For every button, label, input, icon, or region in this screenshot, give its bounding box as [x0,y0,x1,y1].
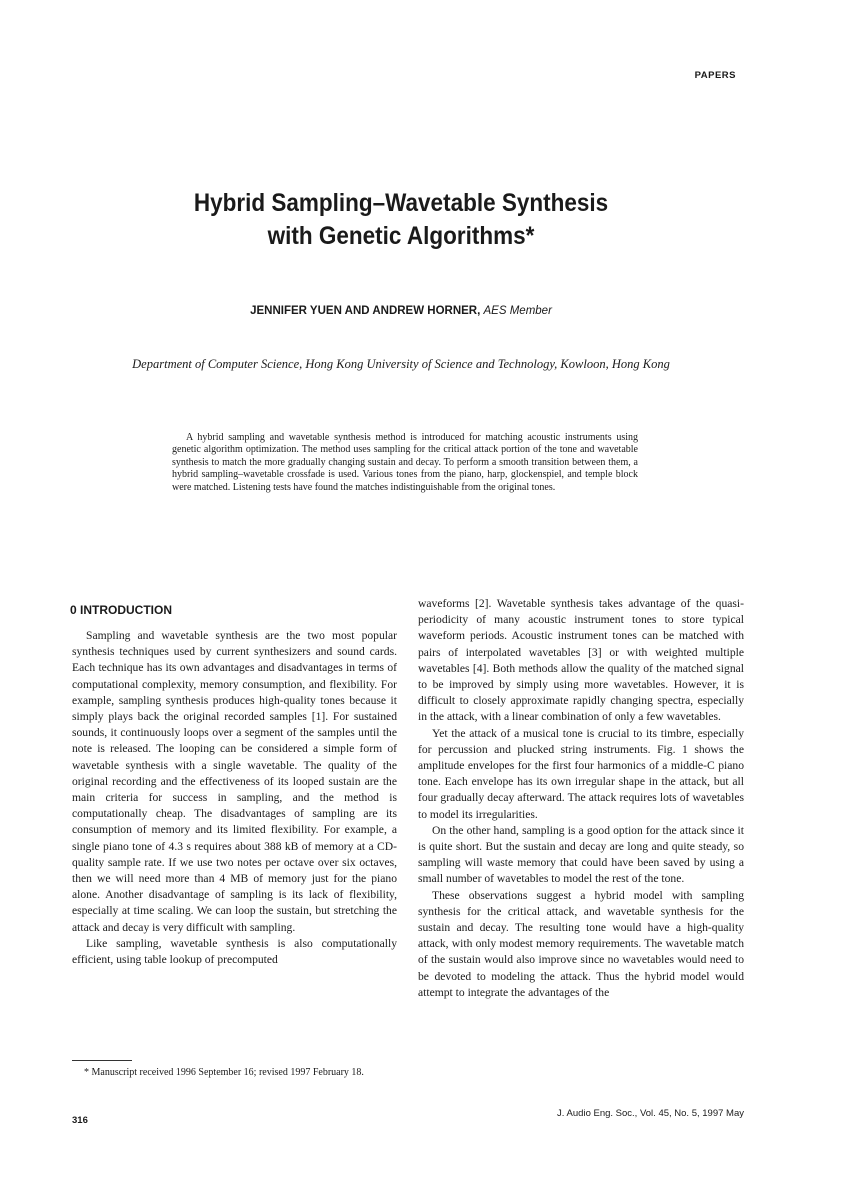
author-names: JENNIFER YUEN AND ANDREW HORNER, [250,305,481,317]
paragraph: Like sampling, wavetable synthesis is also computationally efficient, using table lookup of precomputed [72,936,397,967]
title-line-1: Hybrid Sampling–Wavetable Synthesis [193,189,609,217]
paragraph: Sampling and wavetable synthesis are the two most popular synthesis techniques used by current synthesizers and sound cards. Each technique has its own advantages and disadvantages in terms of computational complexity, memory consumption, and flexibility. For example, sampling synthesis produces high-quality tones because it simply plays back the original recorded samples [1]. For sustained sounds, it continuously loops over a segment of the samples until the note is released. The looping can be considered a simple form of wavetable synthesis with a single wavetable. The quality of the original recording and the effectiveness of its looped sustain are the main criteria for success in sampling, and the method is computationally cheap. The disadvantages of sampling are its consumption of memory and its limited flexibility. For example, a single piano tone of 4.3 s requires about 388 kB of memory at a CD-quality sample rate. If we use two notes per octave over six octaves, then we will need more than 4 MB of memory just for the piano alone. Another disadvantage of sampling is its lack of flexibility, especially at time scaling. We can loop the sustain, but stretching the attack and decay is very difficult with sampling. [72,629,397,934]
left-column [72,628,397,968]
title-line-2: with Genetic Algorithms* [267,222,535,250]
page-number: 316 [72,1115,88,1126]
paragraph: These observations suggest a hybrid model with sampling synthesis for the critical attack, and wavetable synthesis for the sustain and decay. The resulting tone would have a high-quality attack, with only modest memory requirements. The wavetable match of the sustain would also improve since no wavetables would need to be devoted to modeling the attack. Thus the hybrid model would attempt to integrate the advantages of the [418,888,744,999]
journal-reference: J. Audio Eng. Soc., Vol. 45, No. 5, 1997 May [557,1108,744,1119]
footnote: * Manuscript received 1996 September 16; revised 1997 February 18. [84,1067,364,1078]
paragraph: On the other hand, sampling is a good option for the attack since it is quite short. But the sustain and decay are long and quite steady, so sampling will waste memory that could have been saved by using a small number of wavetables to model the rest of the tone. [418,823,744,886]
paragraph: Yet the attack of a musical tone is crucial to its timbre, especially for percussion and plucked string instruments. Fig. 1 shows the amplitude envelopes for the first four harmonics of a middle-C piano tone. Each envelope has its own irregular shape in the attack, but all four gradually decay afterward. The attack requires lots of wavetables to model its irregularities. [418,726,744,821]
section-heading: 0 INTRODUCTION [70,603,172,617]
right-column [418,596,744,1001]
paragraph: waveforms [2]. Wavetable synthesis takes advantage of the quasi-periodicity of many acoustic instrument tones to store typical waveform periods. Acoustic instrument tones can be matched with pairs of interpolated wavetables [3] or with weighted multiple wavetables [4]. Both methods allow the quality of the matched signal to be improved by simply using more wavetables. However, it is difficult to closely approximate rapidly changing spectra, especially in the attack, with a linear combination of only a few wavetables. [418,597,744,724]
paper-title [40,187,762,253]
section-tag: PAPERS [694,70,736,81]
affiliation: Department of Computer Science, Hong Kong University of Science and Technology, Kowloon, Hong Kong [132,357,670,371]
author-line [0,305,802,317]
author-membership: AES Member [483,305,552,317]
footnote-divider [72,1060,132,1061]
abstract: A hybrid sampling and wavetable synthesis method is introduced for matching acoustic instruments using genetic algorithm optimization. The method uses sampling for the critical attack portion of the tone and wavetable synthesis to match the more gradually changing sustain and decay. To perform a smooth transition between them, a hybrid sampling–wavetable crossfade is used. Various tones from the piano, harp, glockenspiel, and temple block were matched. Listening tests have found the matches indistinguishable from the original tones. [172,432,638,493]
